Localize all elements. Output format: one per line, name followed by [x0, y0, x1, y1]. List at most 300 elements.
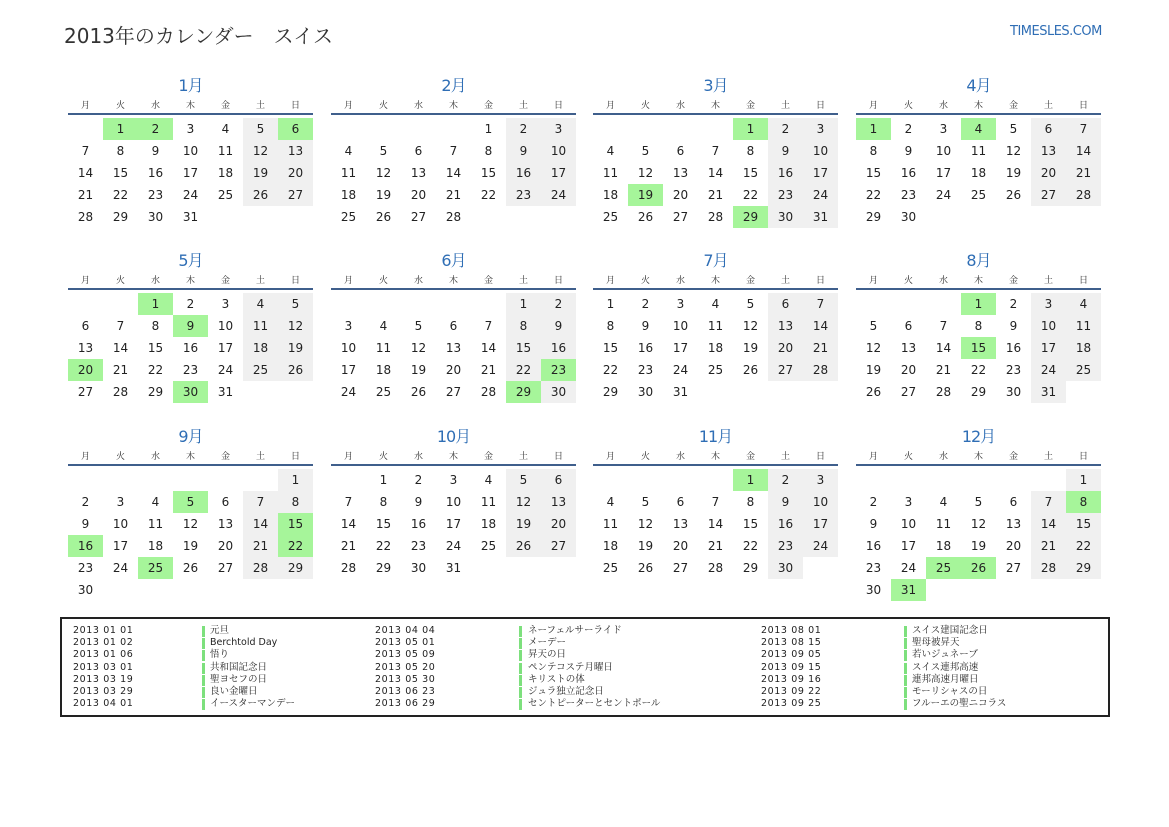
- day-cell: 8: [151, 319, 160, 333]
- weekend-day-cell: 19: [243, 162, 278, 184]
- weekday-label: 水: [413, 452, 423, 462]
- weekday-label: 月: [343, 276, 353, 286]
- day-cell: 1: [606, 297, 615, 311]
- weekday-label: 金: [1008, 452, 1018, 462]
- empty-day-cell: [803, 557, 838, 579]
- day-cell: 4: [221, 122, 230, 136]
- day-cell: 27: [900, 385, 917, 399]
- holiday-marker: [202, 699, 205, 710]
- empty-day-cell: [331, 293, 366, 315]
- weekday-label: 日: [290, 452, 300, 462]
- weekday-label: 火: [640, 452, 650, 462]
- empty-day-cell: [1066, 381, 1101, 403]
- weekday-label: 木: [185, 276, 195, 286]
- day-cell: 7: [711, 495, 720, 509]
- month-calendar: [856, 426, 1101, 601]
- day-cell: 24: [112, 561, 129, 575]
- day-cell: 4: [344, 144, 353, 158]
- month-name: 4月: [966, 76, 991, 95]
- weekend-day-cell: 10: [1031, 315, 1066, 337]
- weekday-header: [68, 448, 313, 466]
- weekend-day-cell: 20: [768, 337, 803, 359]
- day-cell: 23: [900, 188, 917, 202]
- day-cell: 27: [445, 385, 462, 399]
- weekend-day-cell: 26: [278, 359, 313, 381]
- day-cell: 13: [1005, 517, 1022, 531]
- weekend-day-cell: 14: [1066, 140, 1101, 162]
- weekday-header: [856, 97, 1101, 115]
- empty-day-cell: [628, 118, 663, 140]
- day-cell: 16: [147, 166, 164, 180]
- empty-day-cell: [996, 206, 1031, 228]
- weekend-day-cell: 15: [1066, 513, 1101, 535]
- weekday-label: 日: [290, 276, 300, 286]
- weekend-day-cell: 29: [278, 557, 313, 579]
- weekend-day-cell: 5: [506, 469, 541, 491]
- day-cell: 25: [707, 363, 724, 377]
- week-row: [331, 513, 576, 535]
- weekday-label: 月: [605, 101, 615, 111]
- day-cell: 31: [672, 385, 689, 399]
- empty-day-cell: [173, 469, 208, 491]
- weekend-day-cell: 25: [1066, 359, 1101, 381]
- weekend-day-cell: 15: [506, 337, 541, 359]
- day-cell: 11: [147, 517, 164, 531]
- day-cell: 24: [217, 363, 234, 377]
- day-cell: 3: [186, 122, 195, 136]
- empty-day-cell: [926, 579, 961, 601]
- week-row: [593, 118, 838, 140]
- day-cell: 6: [221, 495, 230, 509]
- weekend-day-cell: 28: [243, 557, 278, 579]
- day-cell: 14: [935, 341, 952, 355]
- holiday-day-cell: 31: [891, 579, 926, 601]
- weekday-label: 土: [1043, 101, 1053, 111]
- weekend-day-cell: 27: [1031, 184, 1066, 206]
- week-row: [593, 359, 838, 381]
- empty-day-cell: [768, 381, 803, 403]
- day-cell: 17: [217, 341, 234, 355]
- month-name: 8月: [966, 251, 991, 270]
- empty-day-cell: [278, 381, 313, 403]
- day-cell: 7: [81, 144, 90, 158]
- day-cell: 9: [414, 495, 423, 509]
- holiday-day-cell: 8: [1066, 491, 1101, 513]
- day-cell: 15: [742, 166, 759, 180]
- day-cell: 28: [935, 385, 952, 399]
- week-row: [68, 513, 313, 535]
- holiday-date: 2013 09 25: [761, 698, 822, 710]
- day-cell: 9: [81, 517, 90, 531]
- weekday-label: 土: [780, 452, 790, 462]
- day-cell: 30: [77, 583, 94, 597]
- day-cell: 6: [676, 144, 685, 158]
- day-cell: 9: [641, 319, 650, 333]
- weekday-label: 月: [868, 452, 878, 462]
- day-cell: 30: [637, 385, 654, 399]
- weekend-day-cell: 7: [243, 491, 278, 513]
- week-row: [331, 293, 576, 315]
- week-row: [593, 293, 838, 315]
- day-cell: 27: [672, 561, 689, 575]
- weekday-label: 水: [675, 452, 685, 462]
- week-row: [68, 118, 313, 140]
- month-calendar: [331, 75, 576, 228]
- day-cell: 17: [340, 363, 357, 377]
- week-row: [68, 293, 313, 315]
- holiday-day-cell: 30: [173, 381, 208, 403]
- weekend-day-cell: 21: [803, 337, 838, 359]
- empty-day-cell: [996, 579, 1031, 601]
- month-name: 2月: [441, 76, 466, 95]
- day-cell: 14: [112, 341, 129, 355]
- week-row: [68, 184, 313, 206]
- empty-day-cell: [138, 469, 173, 491]
- day-cell: 13: [672, 517, 689, 531]
- day-cell: 20: [672, 539, 689, 553]
- weekday-label: 金: [1008, 101, 1018, 111]
- weekday-label: 木: [973, 101, 983, 111]
- weekend-day-cell: 8: [506, 315, 541, 337]
- day-cell: 11: [935, 517, 952, 531]
- empty-day-cell: [208, 579, 243, 601]
- empty-day-cell: [331, 118, 366, 140]
- day-cell: 2: [869, 495, 878, 509]
- weekday-label: 木: [973, 452, 983, 462]
- holiday-name: 若いジュネーブ: [912, 649, 978, 661]
- day-cell: 19: [742, 341, 759, 355]
- holiday-name: イースターマンデー: [210, 698, 296, 710]
- week-row: [856, 535, 1101, 557]
- weekend-day-cell: 28: [1031, 557, 1066, 579]
- holiday-date: 2013 05 01: [375, 637, 436, 649]
- day-cell: 20: [672, 188, 689, 202]
- week-row: [593, 184, 838, 206]
- holiday-marker: [202, 663, 205, 674]
- weekday-label: 土: [518, 101, 528, 111]
- day-cell: 28: [77, 210, 94, 224]
- day-cell: 2: [641, 297, 650, 311]
- day-cell: 21: [935, 363, 952, 377]
- weekday-label: 金: [745, 452, 755, 462]
- holiday-day-cell: 9: [173, 315, 208, 337]
- empty-day-cell: [103, 293, 138, 315]
- empty-day-cell: [1031, 579, 1066, 601]
- weekend-day-cell: 26: [506, 535, 541, 557]
- weekend-day-cell: 24: [803, 535, 838, 557]
- day-cell: 13: [445, 341, 462, 355]
- holiday-day-cell: 1: [103, 118, 138, 140]
- day-cell: 29: [602, 385, 619, 399]
- month-calendar: [331, 426, 576, 579]
- empty-day-cell: [506, 557, 541, 579]
- day-cell: 26: [865, 385, 882, 399]
- day-cell: 8: [606, 319, 615, 333]
- weekend-day-cell: 20: [1031, 162, 1066, 184]
- week-row: [593, 491, 838, 513]
- weekday-label: 日: [290, 101, 300, 111]
- empty-day-cell: [1066, 206, 1101, 228]
- holiday-day-cell: 4: [961, 118, 996, 140]
- day-cell: 18: [707, 341, 724, 355]
- weekend-day-cell: 11: [1066, 315, 1101, 337]
- empty-day-cell: [366, 118, 401, 140]
- empty-day-cell: [243, 579, 278, 601]
- site-brand[interactable]: TIMESLES.COM: [1010, 24, 1102, 39]
- holiday-marker: [202, 687, 205, 698]
- holiday-marker: [519, 650, 522, 661]
- week-row: [856, 315, 1101, 337]
- holiday-date: 2013 03 29: [73, 685, 134, 697]
- holiday-name: ペンテコステ月曜日: [528, 661, 613, 673]
- day-cell: 3: [116, 495, 125, 509]
- day-cell: 10: [672, 319, 689, 333]
- weekend-day-cell: 3: [803, 118, 838, 140]
- day-cell: 30: [865, 583, 882, 597]
- weekend-day-cell: 14: [803, 315, 838, 337]
- empty-day-cell: [541, 557, 576, 579]
- empty-day-cell: [243, 469, 278, 491]
- empty-day-cell: [278, 579, 313, 601]
- day-cell: 29: [147, 385, 164, 399]
- day-cell: 16: [865, 539, 882, 553]
- day-cell: 6: [449, 319, 458, 333]
- weekend-day-cell: 23: [768, 184, 803, 206]
- weekday-label: 土: [255, 452, 265, 462]
- holiday-day-cell: 6: [278, 118, 313, 140]
- holiday-marker: [519, 638, 522, 649]
- holiday-name: スイス建国記念日: [912, 625, 988, 636]
- day-cell: 4: [484, 473, 493, 487]
- weekend-day-cell: 17: [803, 162, 838, 184]
- holiday-marker: [904, 663, 907, 674]
- weekend-day-cell: 25: [243, 359, 278, 381]
- weekday-label: 金: [483, 276, 493, 286]
- day-cell: 10: [935, 144, 952, 158]
- day-cell: 18: [480, 517, 497, 531]
- holiday-date: 2013 08 01: [761, 625, 822, 636]
- day-cell: 11: [707, 319, 724, 333]
- day-cell: 28: [340, 561, 357, 575]
- day-cell: 11: [970, 144, 987, 158]
- holiday-date: 2013 04 04: [375, 625, 436, 636]
- month-calendar: [68, 75, 313, 228]
- day-cell: 5: [379, 144, 388, 158]
- week-row: [856, 184, 1101, 206]
- holiday-marker: [202, 638, 205, 649]
- day-cell: 20: [1005, 539, 1022, 553]
- weekend-day-cell: 23: [768, 535, 803, 557]
- weekend-day-cell: 18: [243, 337, 278, 359]
- weekend-day-cell: 6: [541, 469, 576, 491]
- weekday-label: 金: [220, 276, 230, 286]
- empty-day-cell: [471, 557, 506, 579]
- week-row: [593, 162, 838, 184]
- holiday-name: メーデー: [528, 637, 567, 649]
- holiday-name: 共和国記念日: [210, 661, 268, 673]
- weekend-day-cell: 21: [1031, 535, 1066, 557]
- day-cell: 19: [865, 363, 882, 377]
- weekend-day-cell: 1: [1066, 469, 1101, 491]
- empty-day-cell: [208, 206, 243, 228]
- weekday-header: [593, 448, 838, 466]
- holiday-name: 良い金曜日: [210, 685, 258, 697]
- weekend-day-cell: 1: [506, 293, 541, 315]
- empty-day-cell: [1031, 206, 1066, 228]
- holiday-name: Berchtold Day: [210, 637, 278, 649]
- day-cell: 21: [77, 188, 94, 202]
- day-cell: 11: [217, 144, 234, 158]
- holiday-marker: [904, 687, 907, 698]
- holiday-name: 連邦高速月曜日: [912, 673, 979, 685]
- day-cell: 4: [939, 495, 948, 509]
- day-cell: 21: [340, 539, 357, 553]
- weekend-day-cell: 10: [541, 140, 576, 162]
- weekend-day-cell: 8: [278, 491, 313, 513]
- holiday-day-cell: 15: [961, 337, 996, 359]
- day-cell: 8: [484, 144, 493, 158]
- empty-day-cell: [401, 118, 436, 140]
- week-row: [331, 315, 576, 337]
- weekday-label: 水: [675, 276, 685, 286]
- weekend-day-cell: 16: [541, 337, 576, 359]
- holiday-day-cell: 20: [68, 359, 103, 381]
- day-cell: 26: [182, 561, 199, 575]
- day-cell: 22: [480, 188, 497, 202]
- day-cell: 23: [147, 188, 164, 202]
- empty-day-cell: [366, 293, 401, 315]
- week-row: [331, 359, 576, 381]
- day-cell: 23: [77, 561, 94, 575]
- weekend-day-cell: 28: [1066, 184, 1101, 206]
- empty-day-cell: [506, 206, 541, 228]
- week-row: [593, 140, 838, 162]
- weekend-day-cell: 27: [768, 359, 803, 381]
- week-row: [593, 206, 838, 228]
- week-row: [68, 381, 313, 403]
- weekday-label: 日: [553, 101, 563, 111]
- weekday-label: 土: [518, 452, 528, 462]
- day-cell: 19: [637, 539, 654, 553]
- weekend-day-cell: 9: [506, 140, 541, 162]
- weekend-day-cell: 31: [803, 206, 838, 228]
- empty-day-cell: [68, 469, 103, 491]
- day-cell: 17: [672, 341, 689, 355]
- weekend-day-cell: 11: [243, 315, 278, 337]
- week-row: [68, 359, 313, 381]
- weekend-day-cell: 5: [278, 293, 313, 315]
- holiday-name: 聖母被昇天: [912, 637, 960, 649]
- weekday-label: 土: [1043, 452, 1053, 462]
- day-cell: 12: [970, 517, 987, 531]
- empty-day-cell: [698, 381, 733, 403]
- weekend-day-cell: 13: [1031, 140, 1066, 162]
- weekday-label: 火: [115, 101, 125, 111]
- day-cell: 7: [711, 144, 720, 158]
- holiday-date: 2013 09 22: [761, 685, 822, 697]
- day-cell: 21: [480, 363, 497, 377]
- day-cell: 18: [217, 166, 234, 180]
- day-cell: 22: [865, 188, 882, 202]
- week-row: [856, 381, 1101, 403]
- week-row: [68, 469, 313, 491]
- day-cell: 2: [414, 473, 423, 487]
- day-cell: 26: [637, 561, 654, 575]
- weekend-day-cell: 14: [1031, 513, 1066, 535]
- day-cell: 24: [182, 188, 199, 202]
- weekend-day-cell: 5: [243, 118, 278, 140]
- weekday-label: 火: [115, 452, 125, 462]
- holiday-date: 2013 04 01: [73, 698, 134, 710]
- holiday-day-cell: 1: [733, 469, 768, 491]
- day-cell: 13: [900, 341, 917, 355]
- week-row: [856, 491, 1101, 513]
- holiday-day-cell: 25: [926, 557, 961, 579]
- day-cell: 21: [112, 363, 129, 377]
- day-cell: 27: [410, 210, 427, 224]
- day-cell: 8: [746, 495, 755, 509]
- weekend-day-cell: 17: [803, 513, 838, 535]
- holiday-name: 悟り: [210, 649, 230, 661]
- day-cell: 23: [637, 363, 654, 377]
- day-cell: 3: [449, 473, 458, 487]
- week-row: [856, 118, 1101, 140]
- holiday-date: 2013 03 01: [73, 661, 134, 673]
- holiday-name: ネーフェルサーライド: [528, 625, 622, 636]
- empty-day-cell: [103, 579, 138, 601]
- day-cell: 12: [375, 166, 392, 180]
- day-cell: 20: [217, 539, 234, 553]
- day-cell: 31: [182, 210, 199, 224]
- day-cell: 29: [742, 561, 759, 575]
- day-cell: 4: [606, 144, 615, 158]
- day-cell: 7: [116, 319, 125, 333]
- day-cell: 9: [1009, 319, 1018, 333]
- day-cell: 28: [445, 210, 462, 224]
- day-cell: 29: [865, 210, 882, 224]
- week-row: [331, 184, 576, 206]
- weekend-day-cell: 30: [768, 557, 803, 579]
- month-calendar: [68, 250, 313, 403]
- week-row: [856, 557, 1101, 579]
- weekday-header: [856, 272, 1101, 290]
- weekday-label: 月: [605, 452, 615, 462]
- holiday-marker: [519, 687, 522, 698]
- weekday-label: 火: [903, 101, 913, 111]
- day-cell: 19: [182, 539, 199, 553]
- holiday-date: 2013 03 19: [73, 673, 134, 685]
- day-cell: 25: [602, 210, 619, 224]
- day-cell: 4: [711, 297, 720, 311]
- week-row: [856, 293, 1101, 315]
- day-cell: 2: [904, 122, 913, 136]
- day-cell: 28: [480, 385, 497, 399]
- weekday-label: 木: [710, 101, 720, 111]
- day-cell: 14: [77, 166, 94, 180]
- weekday-label: 金: [483, 101, 493, 111]
- empty-day-cell: [593, 118, 628, 140]
- day-cell: 12: [637, 517, 654, 531]
- weekday-label: 水: [150, 452, 160, 462]
- day-cell: 15: [480, 166, 497, 180]
- holiday-day-cell: 16: [68, 535, 103, 557]
- day-cell: 21: [445, 188, 462, 202]
- weekend-day-cell: 3: [803, 469, 838, 491]
- day-cell: 29: [375, 561, 392, 575]
- day-cell: 8: [379, 495, 388, 509]
- day-cell: 11: [375, 341, 392, 355]
- holiday-name: ジュラ独立記念日: [528, 685, 604, 697]
